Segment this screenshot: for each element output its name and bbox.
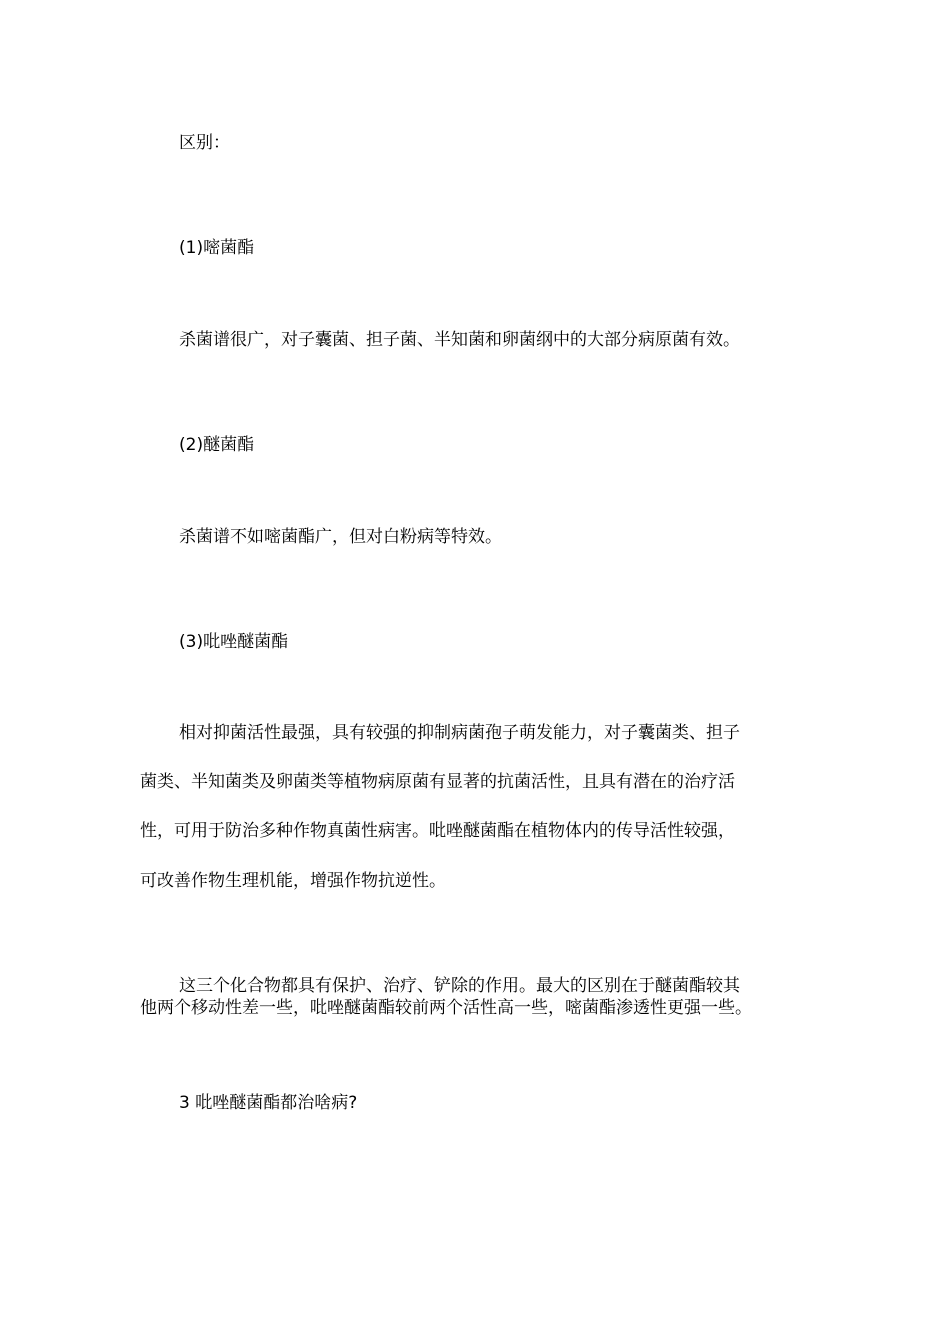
- item2-text: 杀菌谱不如嘧菌酯广，但对白粉病等特效。: [179, 527, 502, 547]
- section3-title: 3 吡唑醚菌酯都治啥病?: [179, 1093, 358, 1113]
- item3-text-line: 性，可用于防治多种作物真菌性病害。吡唑醚菌酯在植物体内的传导活性较强，: [140, 821, 735, 841]
- item3-text-line: 可改善作物生理机能，增强作物抗逆性。: [140, 871, 446, 891]
- heading-difference: 区别：: [179, 133, 230, 153]
- item3-text-line: 菌类、半知菌类及卵菌类等植物病原菌有显著的抗菌活性，且具有潜在的治疗活: [140, 772, 735, 792]
- summary-line: 这三个化合物都具有保护、治疗、铲除的作用。最大的区别在于醚菌酯较其: [179, 976, 740, 996]
- item2-title: (2)醚菌酯: [179, 435, 255, 455]
- item3-text-line: 相对抑菌活性最强，具有较强的抑制病菌孢子萌发能力，对子囊菌类、担子: [179, 723, 740, 743]
- item1-text: 杀菌谱很广，对子囊菌、担子菌、半知菌和卵菌纲中的大部分病原菌有效。: [179, 330, 740, 350]
- item3-title: (3)吡唑醚菌酯: [179, 632, 289, 652]
- summary-line: 他两个移动性差一些，吡唑醚菌酯较前两个活性高一些，嘧菌酯渗透性更强一些。: [140, 998, 752, 1018]
- item1-title: (1)嘧菌酯: [179, 238, 255, 258]
